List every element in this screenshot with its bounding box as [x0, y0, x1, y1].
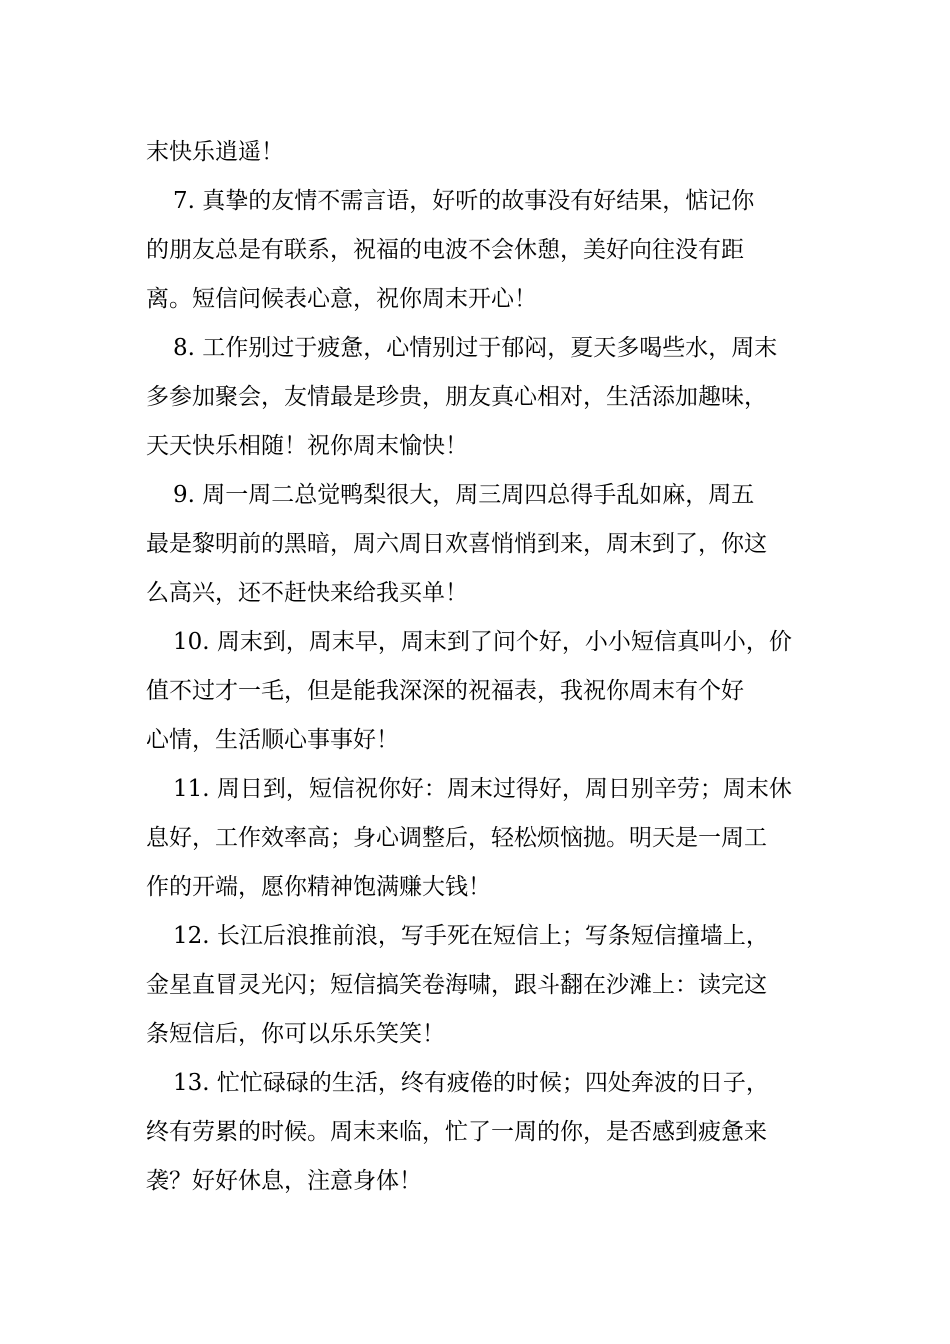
text-line: 值不过才一毛，但是能我深深的祝福表，我祝你周末有个好 [146, 678, 744, 704]
text-line: 袭？好好休息，注意身体！ [146, 1168, 422, 1194]
text-line: 最是黎明前的黑暗，周六周日欢喜悄悄到来，周末到了，你这 [146, 531, 767, 557]
text-line: 8. 工作别过于疲惫，心情别过于郁闷，夏天多喝些水，周末 [173, 335, 778, 361]
text-line: 多参加聚会，友情最是珍贵，朋友真心相对，生活添加趣味， [146, 384, 767, 410]
text-line: 条短信后，你可以乐乐笑笑！ [146, 1021, 445, 1047]
paragraph-10 [146, 618, 808, 765]
text-line: 金星直冒灵光闪；短信搞笑卷海啸，跟斗翻在沙滩上：读完这 [146, 972, 767, 998]
paragraph-11 [146, 765, 808, 912]
text-line: 心情，生活顺心事事好！ [146, 727, 399, 753]
paragraph-13 [146, 1059, 808, 1206]
text-line: 么高兴，还不赶快来给我买单！ [146, 580, 468, 606]
text-line: 息好，工作效率高；身心调整后，轻松烦恼抛。明天是一周工 [146, 825, 767, 851]
text-line: 天天快乐相随！祝你周末愉快！ [146, 433, 468, 459]
text-line: 11. 周日到，短信祝你好：周末过得好，周日别辛劳；周末休 [173, 776, 792, 802]
document-page [146, 128, 808, 1206]
text-line: 10. 周末到，周末早，周末到了问个好，小小短信真叫小，价 [173, 629, 792, 655]
text-line: 7. 真挚的友情不需言语，好听的故事没有好结果，惦记你 [173, 188, 755, 214]
paragraph-9 [146, 471, 808, 618]
text-line: 离。短信问候表心意，祝你周末开心！ [146, 286, 537, 312]
text-line: 12. 长江后浪推前浪，写手死在短信上；写条短信撞墙上， [173, 923, 769, 949]
paragraph-7 [146, 177, 808, 324]
text-line: 9. 周一周二总觉鸭梨很大，周三周四总得手乱如麻，周五 [173, 482, 755, 508]
text-line: 末快乐逍遥！ [146, 139, 284, 165]
text-line: 13. 忙忙碌碌的生活，终有疲倦的时候；四处奔波的日子， [173, 1070, 769, 1096]
paragraph-continuation [146, 128, 808, 177]
paragraph-12 [146, 912, 808, 1059]
text-line: 终有劳累的时候。周末来临，忙了一周的你，是否感到疲惫来 [146, 1119, 767, 1145]
text-line: 的朋友总是有联系，祝福的电波不会休憩，美好向往没有距 [146, 237, 744, 263]
paragraph-8 [146, 324, 808, 471]
text-line: 作的开端，愿你精神饱满赚大钱！ [146, 874, 491, 900]
